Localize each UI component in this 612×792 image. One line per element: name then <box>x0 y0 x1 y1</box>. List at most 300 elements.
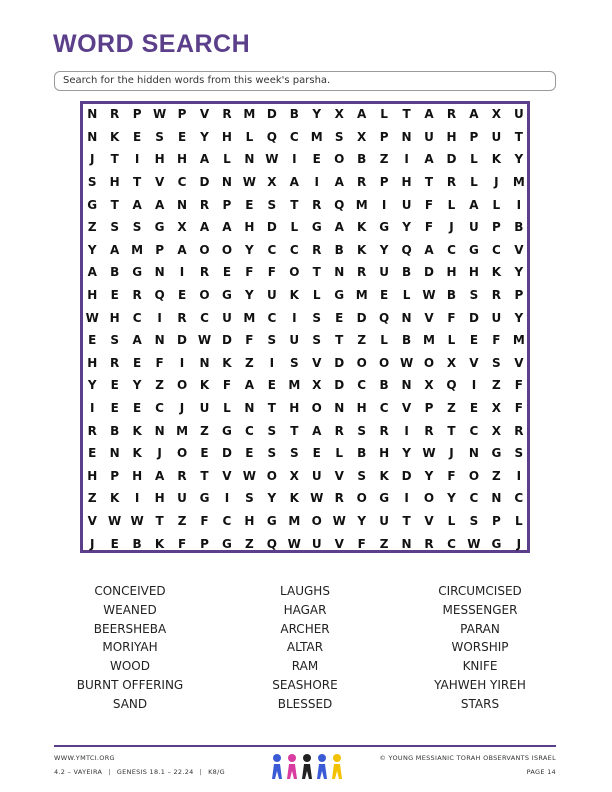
grid-letter[interactable]: O <box>356 491 367 506</box>
grid-letter[interactable]: X <box>177 220 187 235</box>
grid-letter[interactable]: F <box>177 536 187 551</box>
grid-letter[interactable]: C <box>289 129 299 144</box>
grid-letter[interactable]: K <box>289 491 299 506</box>
grid-letter[interactable]: F <box>222 378 232 393</box>
grid-letter[interactable]: X <box>491 423 502 438</box>
grid-letter[interactable]: H <box>446 265 457 280</box>
grid-letter[interactable]: Q <box>266 536 277 551</box>
grid-letter[interactable]: Y <box>514 310 524 325</box>
grid-letter[interactable]: Q <box>334 197 345 212</box>
grid-letter[interactable]: R <box>357 175 367 190</box>
grid-letter[interactable]: L <box>447 333 456 348</box>
grid-letter[interactable]: E <box>200 446 209 461</box>
grid-letter[interactable]: H <box>244 513 255 528</box>
grid-letter[interactable]: Y <box>87 242 97 257</box>
grid-letter[interactable]: Y <box>87 378 97 393</box>
grid-letter[interactable]: K <box>379 468 389 483</box>
grid-letter[interactable]: F <box>514 378 523 393</box>
grid-letter[interactable]: D <box>446 152 457 167</box>
grid-letter[interactable]: J <box>89 152 95 167</box>
grid-letter[interactable]: N <box>154 333 165 348</box>
grid-letter[interactable]: Y <box>402 220 411 235</box>
grid-letter[interactable]: D <box>468 310 479 325</box>
grid-letter[interactable]: F <box>492 333 501 348</box>
grid-letter[interactable]: E <box>133 129 142 144</box>
grid-letter[interactable]: I <box>381 197 387 212</box>
grid-letter[interactable]: F <box>447 468 456 483</box>
grid-letter[interactable]: I <box>179 355 185 370</box>
grid-letter[interactable]: R <box>424 536 434 551</box>
grid-letter[interactable]: I <box>471 378 477 393</box>
grid-letter[interactable]: M <box>512 175 525 190</box>
grid-letter[interactable]: J <box>516 536 522 551</box>
grid-letter[interactable]: I <box>516 468 522 483</box>
grid-letter[interactable]: P <box>379 175 389 190</box>
grid-letter[interactable]: Y <box>200 129 209 144</box>
grid-letter[interactable]: V <box>424 513 434 528</box>
grid-letter[interactable]: Z <box>87 220 97 235</box>
grid-letter[interactable]: S <box>267 197 277 212</box>
grid-letter[interactable]: I <box>292 152 297 167</box>
grid-letter[interactable]: M <box>423 333 435 348</box>
grid-letter[interactable]: P <box>424 401 434 416</box>
grid-letter[interactable]: E <box>245 446 254 461</box>
grid-letter[interactable]: I <box>516 197 522 212</box>
grid-letter[interactable]: Z <box>200 423 209 438</box>
grid-letter[interactable]: L <box>515 513 523 528</box>
grid-letter[interactable]: L <box>402 288 411 303</box>
grid-letter[interactable]: A <box>222 220 232 235</box>
grid-letter[interactable]: C <box>357 378 367 393</box>
grid-letter[interactable]: S <box>110 333 119 348</box>
grid-letter[interactable]: K <box>357 242 367 257</box>
grid-letter[interactable]: K <box>110 129 120 144</box>
grid-letter[interactable]: O <box>423 491 435 506</box>
grid-letter[interactable]: J <box>449 446 454 461</box>
grid-letter[interactable]: C <box>379 401 389 416</box>
grid-letter[interactable]: N <box>401 310 412 325</box>
grid-letter[interactable]: P <box>200 536 209 551</box>
grid-letter[interactable]: B <box>401 333 412 348</box>
grid-letter[interactable]: G <box>334 288 345 303</box>
grid-letter[interactable]: W <box>265 152 279 167</box>
grid-letter[interactable]: P <box>132 107 142 122</box>
grid-letter[interactable]: T <box>267 401 276 416</box>
grid-letter[interactable]: H <box>154 152 165 167</box>
grid-letter[interactable]: N <box>491 491 502 506</box>
grid-letter[interactable]: K <box>357 220 367 235</box>
grid-letter[interactable]: A <box>469 197 479 212</box>
grid-letter[interactable]: L <box>470 175 478 190</box>
grid-letter[interactable]: Y <box>267 491 277 506</box>
grid-letter[interactable]: T <box>514 129 523 144</box>
grid-letter[interactable]: G <box>311 220 322 235</box>
grid-letter[interactable]: C <box>469 491 479 506</box>
grid-letter[interactable]: R <box>424 423 434 438</box>
grid-letter[interactable]: D <box>199 175 210 190</box>
grid-letter[interactable]: O <box>311 513 322 528</box>
grid-letter[interactable]: G <box>469 242 479 257</box>
grid-letter[interactable]: T <box>290 423 299 438</box>
grid-letter[interactable]: F <box>447 310 456 325</box>
grid-letter[interactable]: W <box>422 288 436 303</box>
grid-letter[interactable]: S <box>312 333 322 348</box>
grid-letter[interactable]: A <box>199 220 210 235</box>
grid-letter[interactable]: W <box>287 536 301 551</box>
grid-letter[interactable]: J <box>449 220 454 235</box>
grid-letter[interactable]: G <box>379 491 390 506</box>
grid-letter[interactable]: W <box>130 513 144 528</box>
grid-letter[interactable]: H <box>356 401 367 416</box>
grid-letter[interactable]: U <box>266 288 277 303</box>
grid-letter[interactable]: Y <box>514 265 524 280</box>
grid-letter[interactable]: U <box>424 129 434 144</box>
grid-letter[interactable]: F <box>514 401 523 416</box>
grid-letter[interactable]: N <box>87 107 98 122</box>
grid-letter[interactable]: C <box>244 423 254 438</box>
grid-letter[interactable]: J <box>179 401 185 416</box>
grid-letter[interactable]: N <box>401 536 412 551</box>
grid-letter[interactable]: G <box>266 513 277 528</box>
grid-letter[interactable]: A <box>469 107 479 122</box>
grid-letter[interactable]: R <box>110 107 120 122</box>
grid-letter[interactable]: P <box>514 288 524 303</box>
grid-letter[interactable]: I <box>269 355 275 370</box>
grid-letter[interactable]: E <box>110 378 119 393</box>
grid-letter[interactable]: N <box>109 446 120 461</box>
grid-letter[interactable]: C <box>491 242 501 257</box>
grid-letter[interactable]: B <box>132 536 142 551</box>
grid-letter[interactable]: G <box>491 536 502 551</box>
grid-letter[interactable]: R <box>334 491 344 506</box>
grid-letter[interactable]: A <box>424 152 434 167</box>
grid-letter[interactable]: H <box>87 468 98 483</box>
grid-letter[interactable]: D <box>266 220 277 235</box>
grid-letter[interactable]: R <box>132 288 142 303</box>
grid-letter[interactable]: L <box>470 152 478 167</box>
grid-letter[interactable]: U <box>199 401 210 416</box>
grid-letter[interactable]: U <box>177 491 187 506</box>
grid-letter[interactable]: X <box>357 129 367 144</box>
grid-letter[interactable]: F <box>155 355 164 370</box>
grid-letter[interactable]: L <box>447 513 456 528</box>
grid-letter[interactable]: C <box>177 175 187 190</box>
grid-letter[interactable]: F <box>267 265 276 280</box>
grid-letter[interactable]: Y <box>132 378 142 393</box>
grid-letter[interactable]: N <box>334 265 345 280</box>
grid-letter[interactable]: L <box>335 446 344 461</box>
grid-letter[interactable]: J <box>157 446 162 461</box>
grid-letter[interactable]: E <box>312 446 321 461</box>
grid-letter[interactable]: H <box>87 355 98 370</box>
grid-letter[interactable]: U <box>222 310 232 325</box>
grid-letter[interactable]: E <box>133 401 142 416</box>
grid-letter[interactable]: K <box>289 288 299 303</box>
grid-letter[interactable]: B <box>110 265 120 280</box>
grid-letter[interactable]: N <box>87 129 98 144</box>
grid-letter[interactable]: N <box>244 401 255 416</box>
grid-letter[interactable]: G <box>491 446 502 461</box>
grid-letter[interactable]: T <box>335 333 344 348</box>
grid-letter[interactable]: D <box>424 265 434 280</box>
grid-letter[interactable]: O <box>199 242 210 257</box>
grid-letter[interactable]: A <box>154 197 165 212</box>
grid-letter[interactable]: Y <box>245 242 254 257</box>
grid-letter[interactable]: F <box>245 333 254 348</box>
grid-letter[interactable]: X <box>289 468 299 483</box>
grid-letter[interactable]: O <box>356 355 367 370</box>
grid-letter[interactable]: X <box>334 107 344 122</box>
grid-letter[interactable]: H <box>446 129 457 144</box>
grid-letter[interactable]: O <box>334 152 345 167</box>
grid-letter[interactable]: L <box>223 152 231 167</box>
grid-letter[interactable]: W <box>422 446 436 461</box>
grid-letter[interactable]: Q <box>401 242 412 257</box>
grid-letter[interactable]: M <box>243 107 256 122</box>
grid-letter[interactable]: S <box>289 446 299 461</box>
grid-letter[interactable]: K <box>132 423 142 438</box>
grid-letter[interactable]: T <box>155 513 164 528</box>
grid-letter[interactable]: V <box>401 401 412 416</box>
grid-letter[interactable]: O <box>266 468 277 483</box>
grid-letter[interactable]: C <box>267 242 277 257</box>
grid-letter[interactable]: T <box>447 423 456 438</box>
grid-letter[interactable]: G <box>154 220 165 235</box>
grid-letter[interactable]: M <box>512 333 525 348</box>
grid-letter[interactable]: A <box>334 220 344 235</box>
grid-letter[interactable]: I <box>134 491 140 506</box>
grid-letter[interactable]: O <box>199 288 210 303</box>
grid-letter[interactable]: I <box>179 265 185 280</box>
grid-letter[interactable]: S <box>334 129 344 144</box>
grid-letter[interactable]: E <box>267 378 276 393</box>
grid-letter[interactable]: H <box>109 175 120 190</box>
grid-letter[interactable]: Z <box>379 152 389 167</box>
grid-letter[interactable]: T <box>402 107 411 122</box>
grid-letter[interactable]: E <box>110 288 119 303</box>
grid-letter[interactable]: D <box>221 446 232 461</box>
grid-letter[interactable]: P <box>491 220 501 235</box>
grid-letter[interactable]: Q <box>379 310 390 325</box>
grid-letter[interactable]: E <box>88 333 97 348</box>
grid-letter[interactable]: T <box>133 175 142 190</box>
grid-letter[interactable]: C <box>200 310 209 325</box>
grid-letter[interactable]: U <box>311 468 322 483</box>
grid-letter[interactable]: K <box>132 446 142 461</box>
grid-letter[interactable]: O <box>311 401 322 416</box>
grid-letter[interactable]: S <box>357 468 366 483</box>
grid-letter[interactable]: K <box>110 491 120 506</box>
grid-letter[interactable]: R <box>199 197 210 212</box>
grid-letter[interactable]: E <box>110 536 119 551</box>
grid-letter[interactable]: L <box>312 288 321 303</box>
grid-letter[interactable]: W <box>197 333 212 348</box>
grid-letter[interactable]: G <box>222 288 232 303</box>
grid-letter[interactable]: R <box>312 197 322 212</box>
grid-letter[interactable]: B <box>401 265 412 280</box>
grid-letter[interactable]: H <box>109 310 120 325</box>
grid-letter[interactable]: R <box>491 288 501 303</box>
grid-letter[interactable]: J <box>89 536 95 551</box>
grid-letter[interactable]: T <box>424 175 434 190</box>
grid-letter[interactable]: A <box>289 175 299 190</box>
grid-letter[interactable]: N <box>401 129 412 144</box>
grid-letter[interactable]: W <box>467 536 481 551</box>
grid-letter[interactable]: J <box>494 175 499 190</box>
grid-letter[interactable]: U <box>401 197 412 212</box>
grid-letter[interactable]: M <box>243 310 256 325</box>
grid-letter[interactable]: D <box>334 378 345 393</box>
grid-letter[interactable]: E <box>245 197 254 212</box>
grid-letter[interactable]: Y <box>514 152 524 167</box>
grid-letter[interactable]: W <box>85 310 99 325</box>
grid-letter[interactable]: U <box>379 513 389 528</box>
grid-letter[interactable]: P <box>155 242 164 257</box>
grid-letter[interactable]: G <box>222 536 232 551</box>
grid-letter[interactable]: C <box>132 310 142 325</box>
grid-letter[interactable]: U <box>513 107 524 122</box>
grid-letter[interactable]: T <box>290 197 299 212</box>
grid-letter[interactable]: H <box>379 446 390 461</box>
grid-letter[interactable]: D <box>401 468 412 483</box>
grid-letter[interactable]: N <box>221 175 232 190</box>
grid-letter[interactable]: Y <box>447 491 456 506</box>
grid-letter[interactable]: F <box>424 197 434 212</box>
grid-letter[interactable]: D <box>266 107 277 122</box>
grid-letter[interactable]: C <box>267 310 277 325</box>
grid-letter[interactable]: L <box>447 197 456 212</box>
grid-letter[interactable]: P <box>379 129 389 144</box>
grid-letter[interactable]: R <box>312 242 322 257</box>
grid-letter[interactable]: E <box>110 401 119 416</box>
grid-letter[interactable]: X <box>491 107 502 122</box>
grid-letter[interactable]: A <box>154 468 165 483</box>
grid-letter[interactable]: W <box>242 468 257 483</box>
grid-letter[interactable]: S <box>469 513 479 528</box>
grid-letter[interactable]: A <box>132 197 142 212</box>
grid-letter[interactable]: V <box>199 107 210 122</box>
grid-letter[interactable]: V <box>87 513 97 528</box>
grid-letter[interactable]: X <box>267 175 277 190</box>
grid-letter[interactable]: Z <box>245 355 254 370</box>
grid-letter[interactable]: C <box>222 513 232 528</box>
grid-letter[interactable]: E <box>177 288 187 303</box>
grid-letter[interactable]: S <box>514 446 524 461</box>
grid-letter[interactable]: I <box>89 401 95 416</box>
grid-letter[interactable]: V <box>334 468 344 483</box>
grid-letter[interactable]: B <box>289 107 299 122</box>
grid-letter[interactable]: L <box>380 107 388 122</box>
grid-letter[interactable]: P <box>177 107 187 122</box>
grid-letter[interactable]: K <box>199 378 210 393</box>
grid-letter[interactable]: M <box>355 288 368 303</box>
grid-letter[interactable]: O <box>176 378 188 393</box>
grid-letter[interactable]: Y <box>379 242 389 257</box>
grid-letter[interactable]: R <box>379 423 389 438</box>
grid-letter[interactable]: I <box>404 491 409 506</box>
grid-letter[interactable]: S <box>245 491 254 506</box>
grid-letter[interactable]: I <box>157 310 162 325</box>
grid-letter[interactable]: N <box>334 401 345 416</box>
grid-letter[interactable]: H <box>244 220 255 235</box>
grid-letter[interactable]: F <box>357 536 366 551</box>
grid-letter[interactable]: M <box>310 129 323 144</box>
grid-letter[interactable]: R <box>334 423 344 438</box>
grid-letter[interactable]: D <box>356 310 367 325</box>
grid-letter[interactable]: S <box>267 423 277 438</box>
grid-letter[interactable]: C <box>155 401 164 416</box>
grid-letter[interactable]: K <box>154 536 165 551</box>
grid-letter[interactable]: S <box>289 355 299 370</box>
grid-letter[interactable]: S <box>87 175 97 190</box>
grid-letter[interactable]: B <box>446 288 457 303</box>
grid-letter[interactable]: M <box>131 242 144 257</box>
grid-letter[interactable]: U <box>469 220 479 235</box>
grid-letter[interactable]: Z <box>447 401 456 416</box>
grid-letter[interactable]: L <box>223 401 231 416</box>
grid-letter[interactable]: S <box>312 310 322 325</box>
grid-letter[interactable]: X <box>312 378 322 393</box>
grid-letter[interactable]: S <box>267 333 277 348</box>
grid-letter[interactable]: F <box>424 220 434 235</box>
grid-letter[interactable]: L <box>245 129 254 144</box>
grid-letter[interactable]: H <box>177 152 188 167</box>
grid-letter[interactable]: V <box>334 536 344 551</box>
grid-letter[interactable]: M <box>288 513 301 528</box>
grid-letter[interactable]: E <box>177 129 187 144</box>
grid-letter[interactable]: R <box>87 423 97 438</box>
grid-letter[interactable]: E <box>469 333 479 348</box>
grid-letter[interactable]: Z <box>357 333 367 348</box>
grid-letter[interactable]: Z <box>87 491 97 506</box>
grid-letter[interactable]: S <box>357 423 366 438</box>
grid-letter[interactable]: E <box>88 446 97 461</box>
grid-letter[interactable]: F <box>200 513 209 528</box>
grid-letter[interactable]: C <box>447 242 456 257</box>
grid-letter[interactable]: Q <box>446 378 457 393</box>
grid-letter[interactable]: H <box>289 401 300 416</box>
grid-letter[interactable]: A <box>199 152 210 167</box>
grid-letter[interactable]: B <box>514 220 524 235</box>
grid-letter[interactable]: T <box>200 468 209 483</box>
grid-letter[interactable]: D <box>177 333 188 348</box>
grid-letter[interactable]: C <box>469 423 479 438</box>
grid-letter[interactable]: A <box>110 242 120 257</box>
grid-letter[interactable]: Y <box>424 468 434 483</box>
grid-letter[interactable]: H <box>154 491 165 506</box>
grid-letter[interactable]: B <box>379 378 389 393</box>
grid-letter[interactable]: Y <box>245 288 254 303</box>
grid-letter[interactable]: M <box>355 197 368 212</box>
grid-letter[interactable]: Q <box>266 129 277 144</box>
grid-letter[interactable]: A <box>357 107 367 122</box>
grid-letter[interactable]: G <box>199 491 210 506</box>
grid-letter[interactable]: S <box>132 220 142 235</box>
grid-letter[interactable]: I <box>314 175 319 190</box>
grid-letter[interactable]: I <box>404 423 409 438</box>
grid-letter[interactable]: Z <box>492 468 501 483</box>
grid-letter[interactable]: F <box>245 265 254 280</box>
grid-letter[interactable]: A <box>87 265 97 280</box>
grid-letter[interactable]: W <box>310 491 324 506</box>
grid-letter[interactable]: R <box>446 107 457 122</box>
grid-letter[interactable]: U <box>289 333 300 348</box>
grid-letter[interactable]: R <box>110 355 120 370</box>
grid-letter[interactable]: U <box>379 265 389 280</box>
grid-letter[interactable]: D <box>334 355 345 370</box>
grid-letter[interactable]: S <box>469 288 479 303</box>
grid-letter[interactable]: B <box>357 446 367 461</box>
